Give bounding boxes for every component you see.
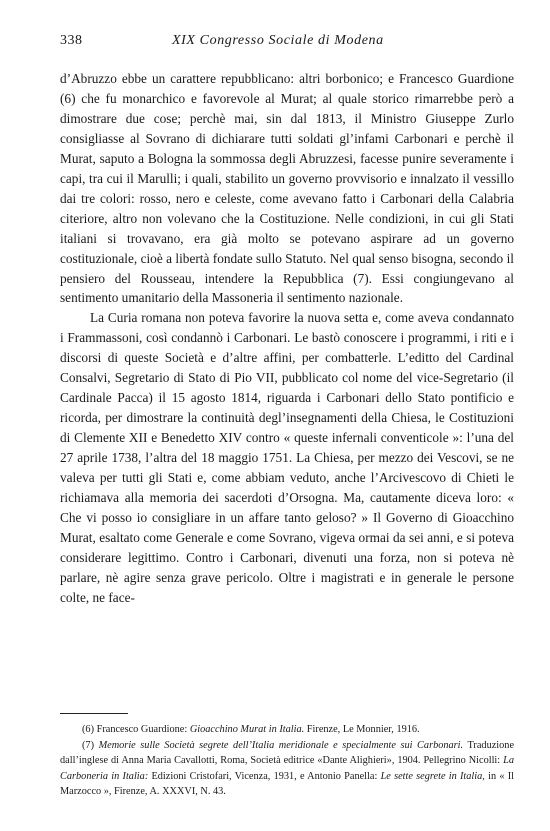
footnote-title: Memorie sulle Società segrete dell’Italia meridionale e specialmente sui Carbonari. xyxy=(98,740,464,752)
running-head: XIX Congresso Sociale di Modena xyxy=(172,33,384,48)
footnote-publication: Traduzione dall’inglese di Anna Maria Cavallotti, Roma, Società editrice «Dante Alighieri», 1904. Pellegrino Nicolli: xyxy=(60,740,515,767)
footnote-marker: (7) xyxy=(82,740,95,752)
footnote-rule xyxy=(60,713,128,714)
paragraph-1: d’Abruzzo ebbe un carattere repubblicano: altri borbonico; e Francesco Guardione (6) che fu monarchico e favorevole al Murat; al quale storico rimarrebbe però a dimostrare due cose; perchè mai, sin dal 1813, il Ministro Giuseppe Zurlo consigliasse al Sovrano di dichiarare tutti soldati gl’infami Carbonari e perchè il Murat, saputo a Bologna la sommossa degli Abruzzesi, facesse punire severamente i capi, tra cui il Marulli; i quali, stabilito un governo provvisorio e innalzato il vessillo dai tre colori: rosso, nero e celeste, come avevano fatto i Carbonari della Calabria citeriore, altro non volevano che la Costituzione. Nelle condizioni, in cui gli Stati italiani si trovavano, era già molto se potevano aspirare ad un governo costituzionale, cioè a libertà fondate sullo Statuto. Nel qual senso bisogna, secondo il pensiero del Rousseau, intendere la Repubblica (7). Essi congiungevano al sentimento umanitario della Massoneria il sentimento nazionale. xyxy=(60,71,514,306)
footnote-title: Le sette segrete in Italia, xyxy=(380,770,485,782)
footnote-title: La Carboneria in Italia: xyxy=(60,755,514,782)
footnote-publication: Firenze, Le Monnier, 1916. xyxy=(306,724,420,735)
page-header xyxy=(60,33,514,53)
paragraph-2: La Curia romana non poteva favorire la nuova setta e, come aveva condannato i Frammassoni, così condannò i Carbonari. Le bastò conoscere i programmi, i riti e i discorsi di queste Società e d’altre affini, per combatterle. L’editto del Cardinal Consalvi, Segretario di Stato di Pio VII, pubblicato col nome del vice-Segretario (il Cardinale Pacca) il 15 agosto 1814, riguarda i Carbonari dello Stato pontificio e ricorda, per dimostrare la continuità degl’insegnamenti della Chiesa, le Costituzioni di Clemente XII e Benedetto XIV contro « queste infernali conventicole »: l’una del 27 aprile 1738, l’altra del 18 maggio 1751. La Chiesa, per mezzo dei Vescovi, se ne valeva per tutti gli Stati e, come abbiam veduto, anche l’Arcivescovo di Chieti le richiamava alla memoria dei sacerdoti d’Orsogna. Ma, cautamente diceva loro: « Che vi posso io consigliare in un affare tanto geloso? » Il Governo di Gioacchino Murat, esaltato come Generale e come Sovrano, vigeva ormai da sei anni, e si poteva considerare legittimo. Contro i Carbonari, divenuti una forza, non si poteva nè parlare, nè agire senza grave pericolo. Oltre i magistrati e in generale le persone colte, ne face- xyxy=(60,310,514,605)
footnote-marker: (6) xyxy=(82,724,95,735)
footnote-7 xyxy=(60,738,514,799)
body-text xyxy=(60,69,514,608)
footnote-publication: in « Il Marzocco », Firenze, A. XXXVI, N. 43. xyxy=(60,770,515,797)
page-number: 338 xyxy=(60,33,83,48)
footnotes xyxy=(60,722,514,800)
footnote-author: Francesco Guardione: xyxy=(96,724,188,735)
footnote-publication: Edizioni Cristofari, Vicenza, 1931, e Antonio Panella: xyxy=(151,770,378,782)
footnote-6 xyxy=(60,722,514,737)
footnote-title: Gioacchino Murat in Italia. xyxy=(189,724,305,735)
